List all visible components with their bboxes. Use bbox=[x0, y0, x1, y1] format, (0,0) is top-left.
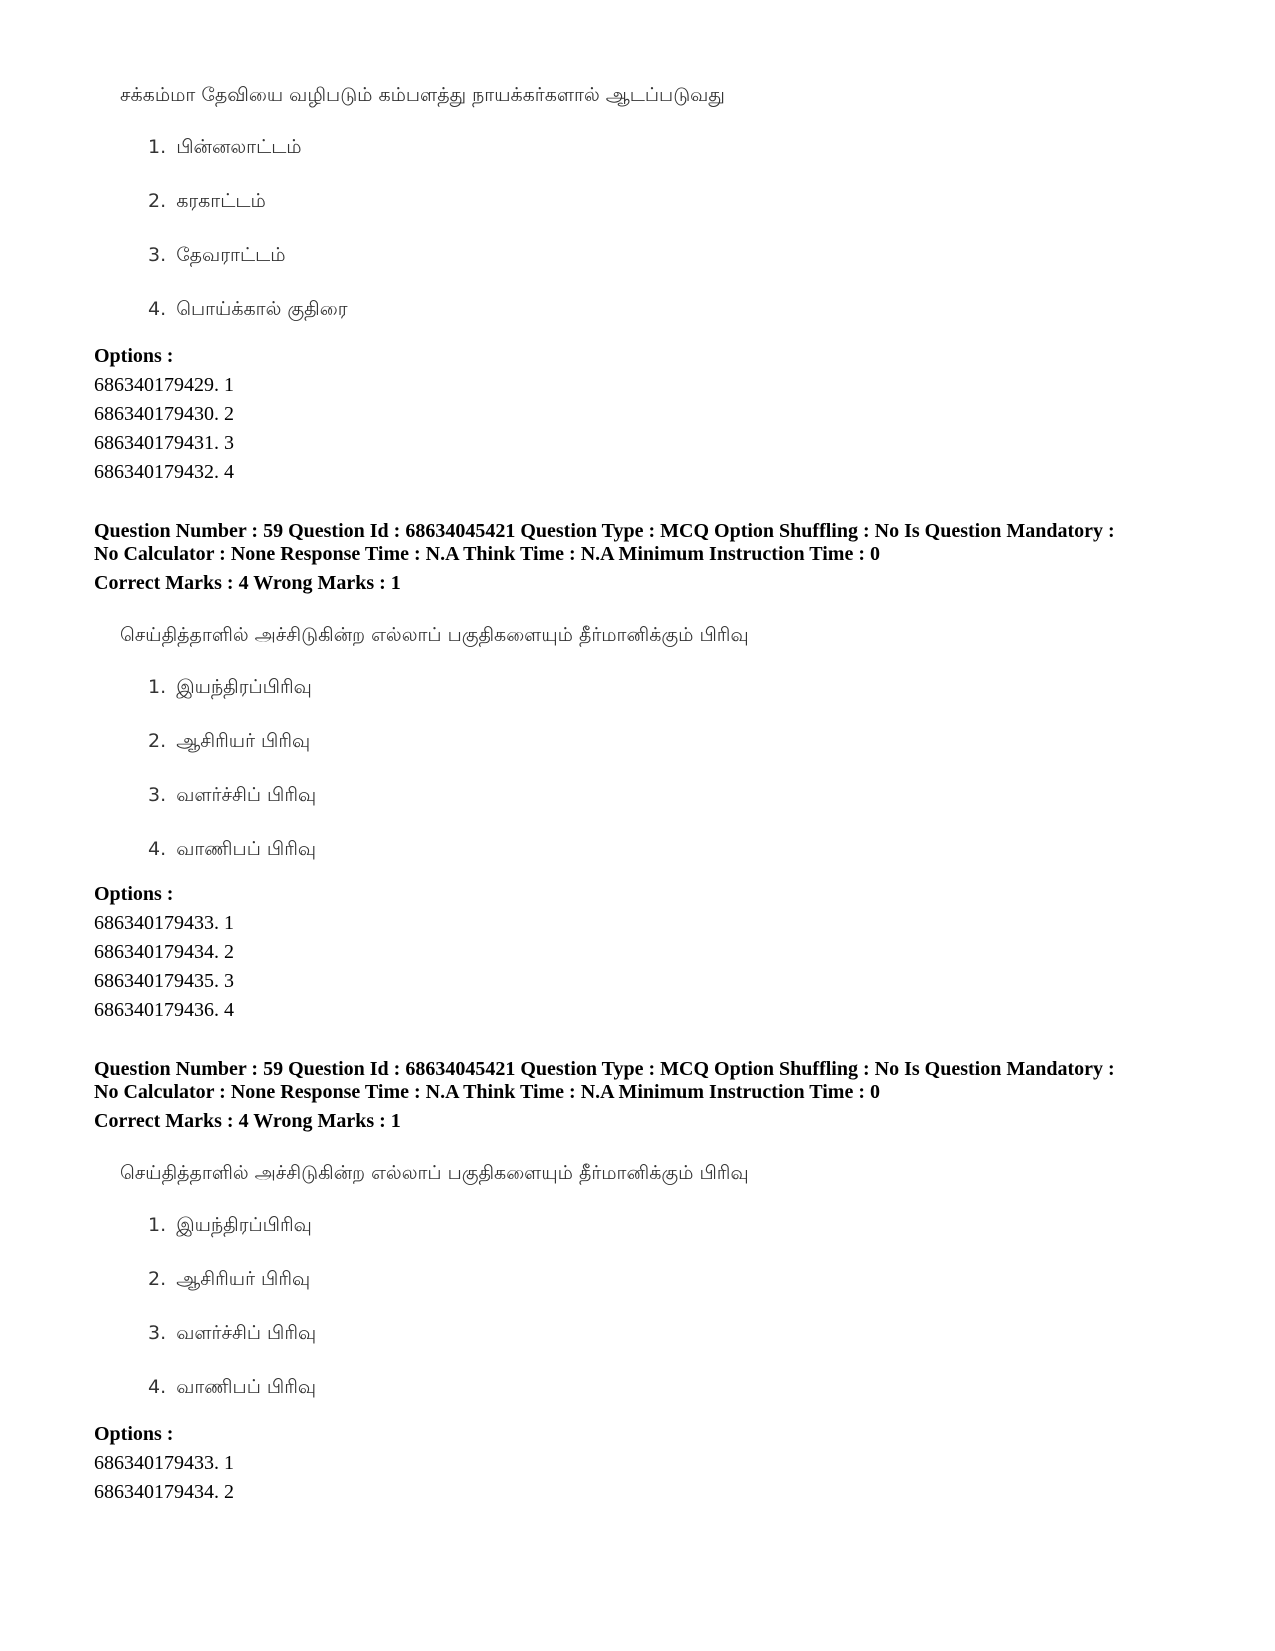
choice-2: 2. ஆசிரியர் பிரிவு bbox=[148, 730, 311, 752]
options-list bbox=[94, 342, 234, 487]
option-id: 686340179433. 1 bbox=[94, 1452, 234, 1474]
option-id: 686340179433. 1 bbox=[94, 912, 234, 934]
choice-2: 2. கரகாட்டம் bbox=[148, 190, 266, 212]
choice-2: 2. ஆசிரியர் பிரிவு bbox=[148, 1268, 311, 1290]
choice-1: 1. இயந்திரப்பிரிவு bbox=[148, 676, 312, 698]
option-id: 686340179434. 2 bbox=[94, 941, 234, 963]
question-text: செய்தித்தாளில் அச்சிடுகின்ற எல்லாப் பகுதிகளையும் தீர்மானிக்கும் பிரிவு bbox=[120, 1162, 749, 1184]
choice-3: 3. தேவராட்டம் bbox=[148, 244, 286, 266]
choice-3: 3. வளர்ச்சிப் பிரிவு bbox=[148, 1322, 317, 1344]
options-list bbox=[94, 880, 234, 1025]
question-meta bbox=[94, 1058, 1214, 1133]
meta-line-1: Question Number : 59 Question Id : 68634045421 Question Type : MCQ Option Shuffling : No Is Question Mandatory : bbox=[94, 520, 1115, 542]
question-58-image bbox=[0, 80, 1275, 360]
question-meta bbox=[94, 520, 1214, 595]
question-text: செய்தித்தாளில் அச்சிடுகின்ற எல்லாப் பகுதிகளையும் தீர்மானிக்கும் பிரிவு bbox=[120, 624, 749, 646]
choice-4: 4. வாணிபப் பிரிவு bbox=[148, 1376, 317, 1398]
question-59-image bbox=[0, 1158, 1275, 1438]
options-label: Options : bbox=[94, 883, 174, 905]
choice-4: 4. வாணிபப் பிரிவு bbox=[148, 838, 317, 860]
option-id: 686340179434. 2 bbox=[94, 1481, 234, 1503]
choice-1: 1. இயந்திரப்பிரிவு bbox=[148, 1214, 312, 1236]
option-id: 686340179430. 2 bbox=[94, 403, 234, 425]
meta-line-1: Question Number : 59 Question Id : 68634045421 Question Type : MCQ Option Shuffling : No Is Question Mandatory : bbox=[94, 1058, 1115, 1080]
question-59-image bbox=[0, 620, 1275, 900]
marks-line: Correct Marks : 4 Wrong Marks : 1 bbox=[94, 572, 401, 594]
option-id: 686340179436. 4 bbox=[94, 999, 234, 1021]
option-id: 686340179435. 3 bbox=[94, 970, 234, 992]
option-id: 686340179431. 3 bbox=[94, 432, 234, 454]
meta-line-2: No Calculator : None Response Time : N.A Think Time : N.A Minimum Instruction Time : 0 bbox=[94, 1081, 880, 1103]
choice-1: 1. பின்னலாட்டம் bbox=[148, 136, 302, 158]
options-label: Options : bbox=[94, 345, 174, 367]
question-text: சக்கம்மா தேவியை வழிபடும் கம்பளத்து நாயக்கர்களால் ஆடப்படுவது bbox=[120, 84, 725, 106]
option-id: 686340179429. 1 bbox=[94, 374, 234, 396]
marks-line: Correct Marks : 4 Wrong Marks : 1 bbox=[94, 1110, 401, 1132]
meta-line-2: No Calculator : None Response Time : N.A Think Time : N.A Minimum Instruction Time : 0 bbox=[94, 543, 880, 565]
options-label: Options : bbox=[94, 1423, 174, 1445]
option-id: 686340179432. 4 bbox=[94, 461, 234, 483]
options-list bbox=[94, 1420, 234, 1507]
choice-4: 4. பொய்க்கால் குதிரை bbox=[148, 298, 348, 320]
choice-3: 3. வளர்ச்சிப் பிரிவு bbox=[148, 784, 317, 806]
